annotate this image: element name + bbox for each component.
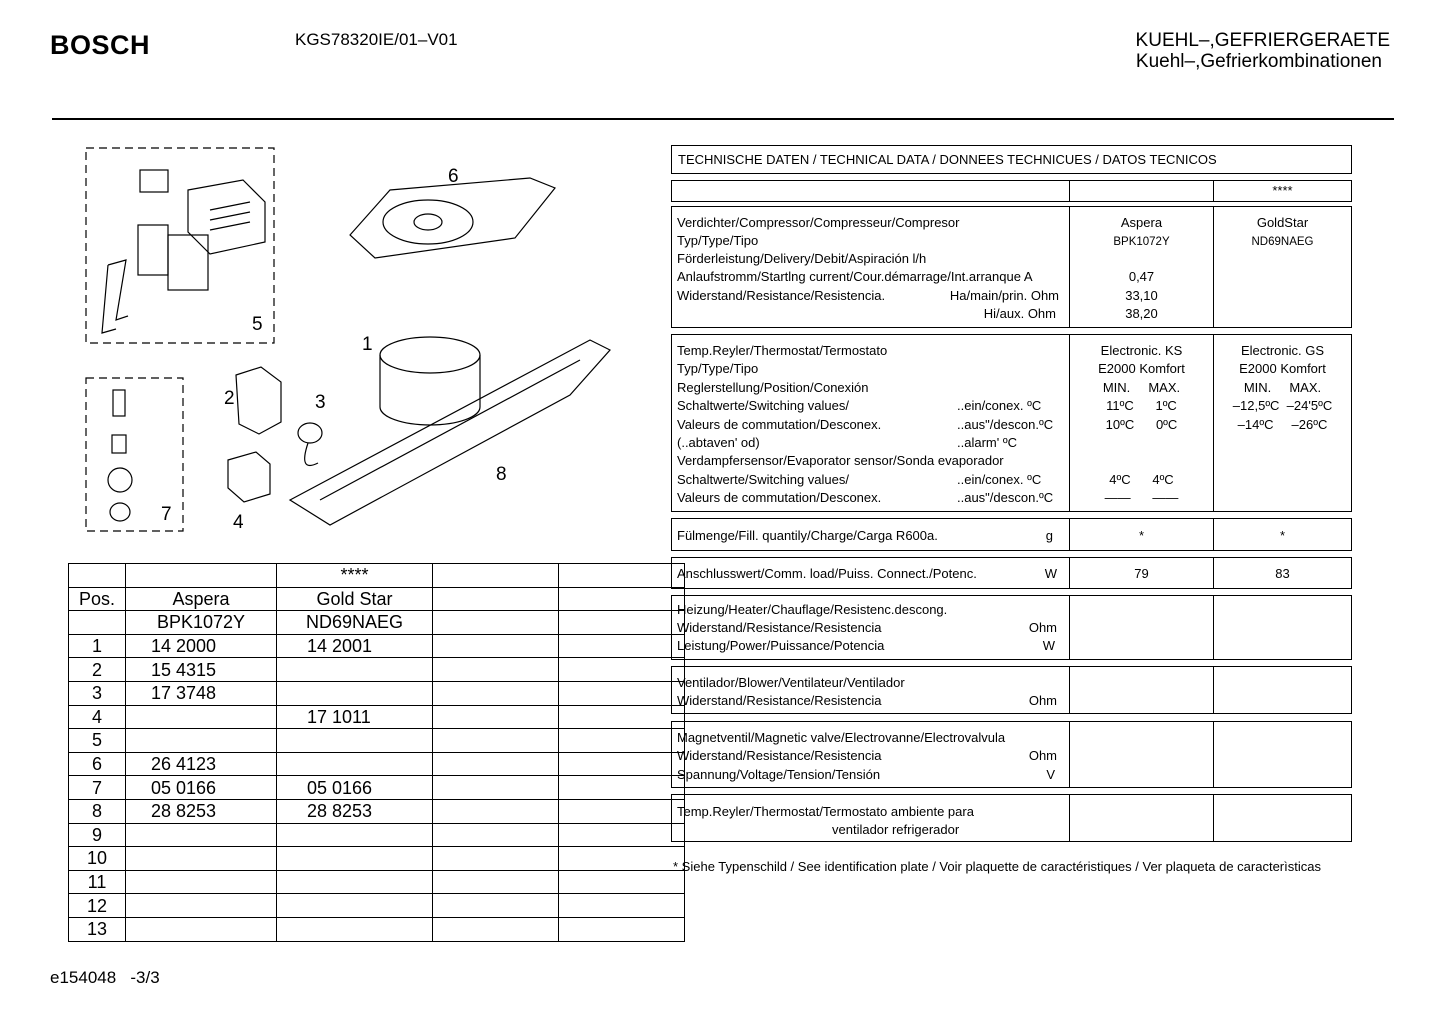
heater-power-unit: W bbox=[1042, 638, 1055, 653]
parts-cell bbox=[433, 705, 559, 729]
off-label: ..aus"/descon.ºC bbox=[957, 417, 1054, 432]
parts-cell: 5 bbox=[69, 729, 126, 753]
category-title: KUEHL–,GEFRIERGERAETE bbox=[1135, 30, 1390, 51]
parts-cell bbox=[277, 823, 433, 847]
switch-on-c: –12,5ºC –24'5ºC bbox=[1232, 398, 1333, 413]
parts-cell bbox=[559, 870, 685, 894]
identification-note: * Siehe Typenschild / See identification plate / Voir plaquette de caractéristiques / Ver plaqueta de caracterìsticas bbox=[673, 859, 1321, 874]
part-5-block bbox=[138, 225, 168, 275]
callout-3: 3 bbox=[315, 392, 326, 413]
valve-resistance-unit: Ohm bbox=[1028, 748, 1057, 763]
fill-unit: g bbox=[1045, 528, 1053, 543]
parts-cell bbox=[69, 611, 126, 635]
parts-cell bbox=[277, 658, 433, 682]
parts-cell bbox=[433, 681, 559, 705]
valve-label: Magnetventil/Magnetic valve/Electrovanne/Electrovalvula bbox=[677, 730, 1006, 745]
switch-off-c: –14ºC –26ºC bbox=[1237, 417, 1328, 432]
parts-cell bbox=[277, 729, 433, 753]
parts-cell bbox=[433, 634, 559, 658]
parts-cell: 4 bbox=[69, 705, 126, 729]
compressor-label: Verdichter/Compressor/Compresseur/Compresor bbox=[677, 215, 960, 230]
switch-off-b: 10ºC 0ºC bbox=[1105, 417, 1178, 432]
parts-cell: 28 8253 bbox=[126, 799, 277, 823]
minmax-b: MIN. MAX. bbox=[1102, 380, 1181, 395]
tech-title-box bbox=[671, 145, 1352, 174]
load-b: 79 bbox=[1134, 566, 1149, 581]
part-1-compressor-top bbox=[380, 337, 480, 373]
parts-table-row bbox=[69, 611, 685, 635]
parts-table-row bbox=[69, 634, 685, 658]
parts-cell: 2 bbox=[69, 658, 126, 682]
thermostat-position-label: Reglerstellung/Position/Conexión bbox=[677, 380, 869, 395]
sensor-commutation-label: Valeurs de commutation/Desconex. bbox=[677, 490, 882, 505]
callout-8: 8 bbox=[496, 464, 507, 485]
parts-cell: 14 2000 bbox=[126, 634, 277, 658]
parts-table-row bbox=[69, 823, 685, 847]
parts-cell: 13 bbox=[69, 917, 126, 941]
callout-4: 4 bbox=[233, 512, 244, 533]
parts-table-row bbox=[69, 847, 685, 871]
parts-cell bbox=[433, 587, 559, 611]
load-c: 83 bbox=[1275, 566, 1290, 581]
parts-cell bbox=[126, 823, 277, 847]
parts-cell: 15 4315 bbox=[126, 658, 277, 682]
heater-box bbox=[671, 595, 1352, 660]
fill-b: * bbox=[1138, 528, 1145, 543]
fan-label: Ventilador/Blower/Ventilateur/Ventilador bbox=[677, 675, 905, 690]
category-subtitle: Kuehl–,Gefrierkombinationen bbox=[1135, 51, 1382, 72]
heater-label: Heizung/Heater/Chauflage/Resistenc.descong. bbox=[677, 602, 948, 617]
sensor-off-b: —— —— bbox=[1104, 490, 1179, 505]
parts-table-row bbox=[69, 681, 685, 705]
fill-box bbox=[671, 518, 1352, 551]
compressor-make-c: GoldStar bbox=[1256, 215, 1309, 230]
callout-5: 5 bbox=[252, 314, 263, 335]
model-number: KGS78320IE/01–V01 bbox=[295, 30, 458, 49]
compressor-current-b: 0,47 bbox=[1128, 269, 1155, 284]
parts-cell bbox=[69, 564, 126, 588]
part-5-bracket bbox=[102, 260, 128, 333]
parts-cell bbox=[277, 752, 433, 776]
parts-cell bbox=[559, 587, 685, 611]
part-8-base-rail bbox=[290, 340, 610, 525]
callout-6: 6 bbox=[448, 166, 459, 187]
parts-cell bbox=[433, 776, 559, 800]
parts-cell: 3 bbox=[69, 681, 126, 705]
parts-cell: ND69NAEG bbox=[277, 611, 433, 635]
parts-table-row bbox=[69, 894, 685, 918]
group-5-frame bbox=[86, 148, 274, 343]
parts-cell bbox=[433, 564, 559, 588]
parts-table-row bbox=[69, 752, 685, 776]
part-5-connector bbox=[140, 170, 168, 192]
parts-cell bbox=[126, 894, 277, 918]
parts-cell: 6 bbox=[69, 752, 126, 776]
parts-cell: 11 bbox=[69, 870, 126, 894]
thermostat-type-label: Typ/Type/Tipo bbox=[677, 361, 759, 376]
part-2-relay bbox=[236, 367, 281, 434]
parts-cell bbox=[433, 799, 559, 823]
compressor-resistance-label: Widerstand/Resistance/Resistencia. bbox=[677, 288, 886, 303]
fan-resistance-unit: Ohm bbox=[1028, 693, 1057, 708]
parts-cell bbox=[559, 729, 685, 753]
ambient-label: Temp.Reyler/Thermostat/Termostato ambiente para bbox=[677, 804, 974, 819]
parts-cell bbox=[277, 847, 433, 871]
parts-table-row bbox=[69, 799, 685, 823]
resistance-main-b: 33,10 bbox=[1125, 288, 1158, 303]
resistance-main-label: Ha/main/prin. Ohm bbox=[949, 288, 1059, 303]
parts-table-row bbox=[69, 587, 685, 611]
parts-cell bbox=[277, 870, 433, 894]
parts-cell bbox=[433, 894, 559, 918]
parts-cell: 8 bbox=[69, 799, 126, 823]
alarm-label: ..alarm' ºC bbox=[957, 435, 1017, 450]
load-label: Anschlusswert/Comm. load/Puiss. Connect./Potenc. bbox=[677, 566, 977, 581]
parts-cell bbox=[559, 894, 685, 918]
valve-voltage-unit: V bbox=[1046, 767, 1055, 782]
parts-cell bbox=[277, 681, 433, 705]
load-box bbox=[671, 557, 1352, 589]
parts-table-row bbox=[69, 776, 685, 800]
thermostat-make-b: Electronic. KS bbox=[1100, 343, 1183, 358]
parts-cell bbox=[277, 894, 433, 918]
callout-2: 2 bbox=[224, 388, 235, 409]
tech-header-row bbox=[671, 180, 1352, 202]
parts-cell: 26 4123 bbox=[126, 752, 277, 776]
parts-cell: 28 8253 bbox=[277, 799, 433, 823]
heater-resistance-label: Widerstand/Resistance/Resistencia bbox=[677, 620, 882, 635]
on-label: ..ein/conex. ºC bbox=[957, 398, 1042, 413]
commutation-values-label: Valeurs de commutation/Desconex. bbox=[677, 417, 882, 432]
parts-cell bbox=[126, 917, 277, 941]
parts-table bbox=[68, 563, 685, 942]
minmax-c: MIN. MAX. bbox=[1243, 380, 1322, 395]
parts-cell bbox=[433, 847, 559, 871]
valve-voltage-label: Spannung/Voltage/Tension/Tensión bbox=[677, 767, 881, 782]
compressor-delivery-label: Förderleistung/Delivery/Debit/Aspiración l/h bbox=[677, 251, 927, 266]
callout-1: 1 bbox=[362, 334, 373, 355]
parts-cell bbox=[126, 705, 277, 729]
parts-cell: 9 bbox=[69, 823, 126, 847]
parts-cell bbox=[559, 634, 685, 658]
compressor-box bbox=[671, 206, 1352, 328]
thermostat-label: Temp.Reyler/Thermostat/Termostato bbox=[677, 343, 888, 358]
header-rule bbox=[52, 118, 1394, 120]
parts-cell: **** bbox=[277, 564, 433, 588]
parts-table-row bbox=[69, 729, 685, 753]
parts-cell: 05 0166 bbox=[126, 776, 277, 800]
part-7-grommet bbox=[108, 468, 132, 492]
part-3-sensor bbox=[298, 423, 322, 443]
parts-table-row bbox=[69, 658, 685, 682]
parts-cell bbox=[559, 705, 685, 729]
parts-cell bbox=[126, 870, 277, 894]
part-7-bolt bbox=[113, 390, 125, 416]
part-5-housing bbox=[168, 235, 208, 290]
switch-on-b: 11ºC 1ºC bbox=[1106, 398, 1177, 413]
valve-box bbox=[671, 721, 1352, 788]
parts-cell bbox=[433, 870, 559, 894]
heater-power-label: Leistung/Power/Puissance/Potencia bbox=[677, 638, 885, 653]
parts-cell: 1 bbox=[69, 634, 126, 658]
parts-cell: 12 bbox=[69, 894, 126, 918]
compressor-type-b: BPK1072Y bbox=[1113, 236, 1170, 248]
valve-resistance-label: Widerstand/Resistance/Resistencia bbox=[677, 748, 882, 763]
parts-table-row bbox=[69, 917, 685, 941]
parts-cell bbox=[559, 847, 685, 871]
ambient-sublabel: ventilador refrigerador bbox=[832, 822, 960, 837]
parts-cell: Pos. bbox=[69, 587, 126, 611]
parts-cell: BPK1072Y bbox=[126, 611, 277, 635]
compressor-type-label: Typ/Type/Tipo bbox=[677, 233, 759, 248]
parts-cell: 14 2001 bbox=[277, 634, 433, 658]
parts-cell: 17 1011 bbox=[277, 705, 433, 729]
parts-cell: Aspera bbox=[126, 587, 277, 611]
fan-resistance-label: Widerstand/Resistance/Resistencia bbox=[677, 693, 882, 708]
fill-label: Fülmenge/Fill. quantily/Charge/Carga R600a. bbox=[677, 528, 938, 543]
thermostat-box bbox=[671, 334, 1352, 512]
switching-values-label: Schaltwerte/Switching values/ bbox=[677, 398, 849, 413]
thermostat-type-c: E2000 Komfort bbox=[1239, 361, 1326, 376]
sensor-off-label: ..aus"/descon.ºC bbox=[957, 490, 1054, 505]
parts-cell: 05 0166 bbox=[277, 776, 433, 800]
defrost-label: (..abtaven' od) bbox=[677, 435, 760, 450]
heater-resistance-unit: Ohm bbox=[1028, 620, 1057, 635]
parts-cell bbox=[126, 729, 277, 753]
part-4-switch bbox=[228, 452, 270, 502]
parts-cell: Gold Star bbox=[277, 587, 433, 611]
part-7-sleeve bbox=[112, 435, 126, 453]
part-7-washer bbox=[110, 503, 130, 521]
part-6-tray bbox=[350, 178, 555, 258]
parts-cell bbox=[433, 611, 559, 635]
brand-logo: BOSCH bbox=[50, 30, 151, 60]
parts-cell bbox=[559, 564, 685, 588]
parts-cell: 7 bbox=[69, 776, 126, 800]
parts-cell bbox=[559, 823, 685, 847]
parts-cell: 10 bbox=[69, 847, 126, 871]
parts-table-row bbox=[69, 564, 685, 588]
parts-cell bbox=[433, 917, 559, 941]
compressor-current-label: Anlaufstromm/Startlng current/Cour.démarrage/Int.arranque A bbox=[677, 269, 1033, 284]
parts-cell bbox=[126, 564, 277, 588]
fan-box bbox=[671, 666, 1352, 714]
thermostat-type-b: E2000 Komfort bbox=[1098, 361, 1185, 376]
sensor-on-b: 4ºC 4ºC bbox=[1109, 472, 1174, 487]
exploded-parts-diagram bbox=[60, 140, 640, 540]
parts-cell: 17 3748 bbox=[126, 681, 277, 705]
parts-cell bbox=[559, 917, 685, 941]
load-unit: W bbox=[1044, 566, 1057, 581]
parts-cell bbox=[433, 729, 559, 753]
parts-cell bbox=[126, 847, 277, 871]
parts-cell bbox=[559, 681, 685, 705]
parts-table-row bbox=[69, 705, 685, 729]
parts-cell bbox=[559, 799, 685, 823]
compressor-make-b: Aspera bbox=[1120, 215, 1163, 230]
footer-code: e154048 -3/3 bbox=[50, 968, 160, 987]
thermostat-make-c: Electronic. GS bbox=[1240, 343, 1325, 358]
tech-stars: **** bbox=[1272, 183, 1293, 198]
resistance-aux-label: Hi/aux. Ohm bbox=[983, 306, 1056, 321]
evaporator-sensor-label: Verdampfersensor/Evaporator sensor/Sonda evaporador bbox=[677, 453, 1004, 468]
parts-cell bbox=[433, 823, 559, 847]
parts-cell bbox=[277, 917, 433, 941]
parts-cell bbox=[559, 611, 685, 635]
parts-cell bbox=[433, 658, 559, 682]
resistance-aux-b: 38,20 bbox=[1125, 306, 1158, 321]
parts-table-row bbox=[69, 870, 685, 894]
sensor-switching-label: Schaltwerte/Switching values/ bbox=[677, 472, 849, 487]
tech-title: TECHNISCHE DATEN / TECHNICAL DATA / DONNEES TECHNICUES / DATOS TECNICOS bbox=[678, 152, 1217, 167]
compressor-type-c: ND69NAEG bbox=[1251, 236, 1314, 248]
parts-cell bbox=[433, 752, 559, 776]
parts-cell bbox=[559, 658, 685, 682]
parts-cell bbox=[559, 776, 685, 800]
callout-7: 7 bbox=[161, 504, 172, 525]
parts-cell bbox=[559, 752, 685, 776]
sensor-on-label: ..ein/conex. ºC bbox=[957, 472, 1042, 487]
part-1-compressor-body bbox=[380, 355, 480, 425]
fill-c: * bbox=[1279, 528, 1286, 543]
ambient-box bbox=[671, 794, 1352, 842]
